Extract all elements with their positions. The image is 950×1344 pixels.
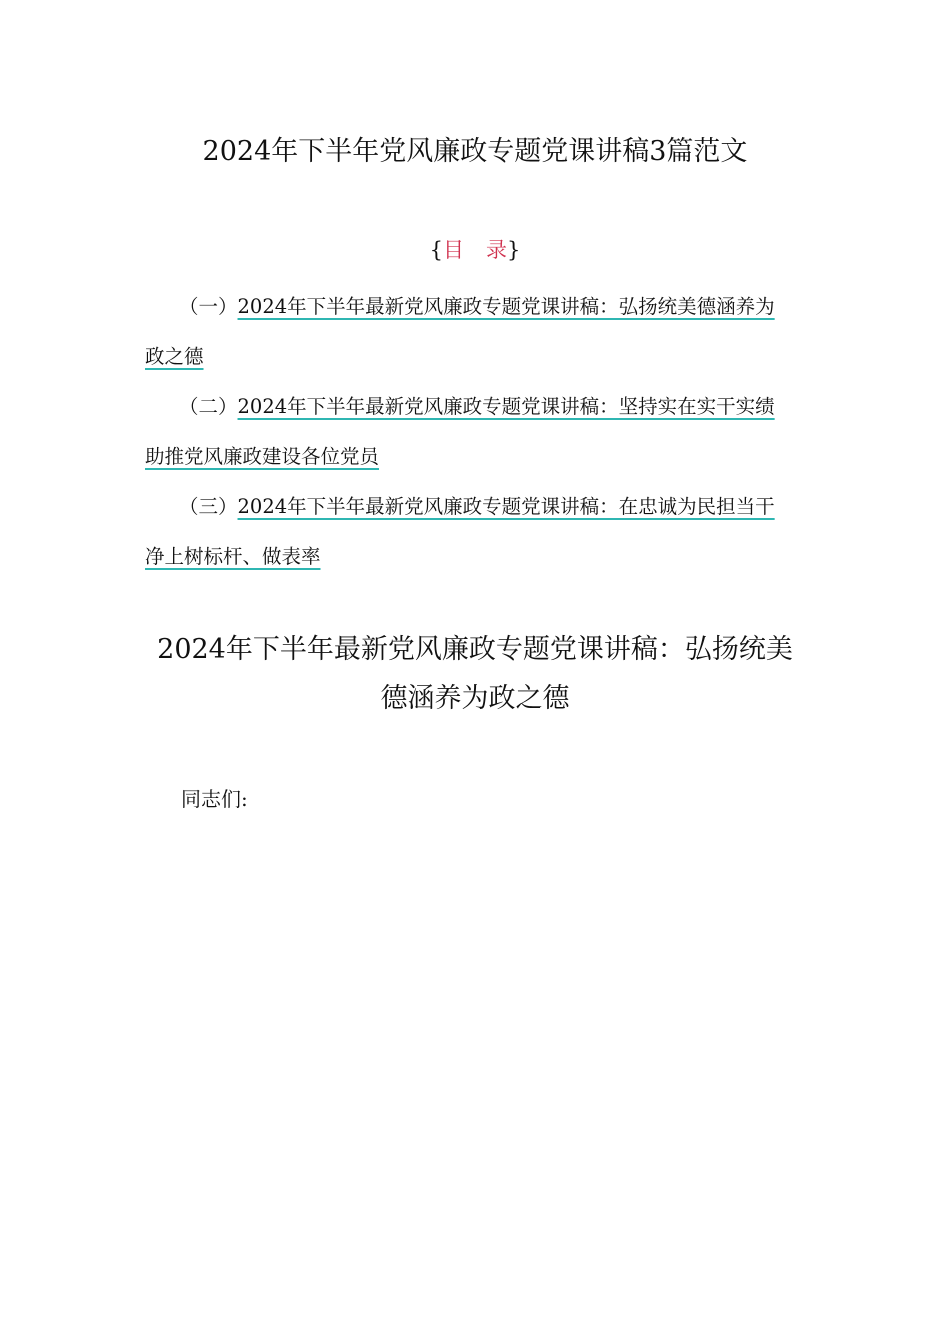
- document-title: 2024年下半年党风廉政专题党课讲稿3篇范文: [202, 136, 748, 167]
- toc-item-3: [145, 482, 790, 582]
- salutation: 同志们:: [181, 787, 248, 811]
- toc-item-number: （二）: [179, 395, 238, 418]
- article-title: 2024年下半年最新党风廉政专题党课讲稿：弘扬统美德涵养为政之德: [157, 634, 793, 714]
- toc-open-brace: {: [429, 238, 443, 262]
- toc-close-brace: }: [507, 238, 521, 262]
- toc-list: [145, 282, 790, 582]
- toc-item-link-3[interactable]: 2024年下半年最新党风廉政专题党课讲稿：在忠诚为民担当干净上树标杆、做表率: [145, 495, 775, 568]
- toc-heading: [0, 233, 950, 267]
- toc-item-number: （一）: [179, 295, 238, 318]
- toc-item-number: （三）: [179, 495, 238, 518]
- toc-item-1: [145, 282, 790, 382]
- toc-item-link-2[interactable]: 2024年下半年最新党风廉政专题党课讲稿：坚持实在实干实绩助推党风廉政建设各位党员: [145, 395, 775, 468]
- toc-heading-word-1: 目: [443, 238, 486, 262]
- toc-item-2: [145, 382, 790, 482]
- toc-heading-word-2: 录: [486, 238, 507, 262]
- toc-item-link-1[interactable]: 2024年下半年最新党风廉政专题党课讲稿：弘扬统美德涵养为政之德: [145, 295, 775, 368]
